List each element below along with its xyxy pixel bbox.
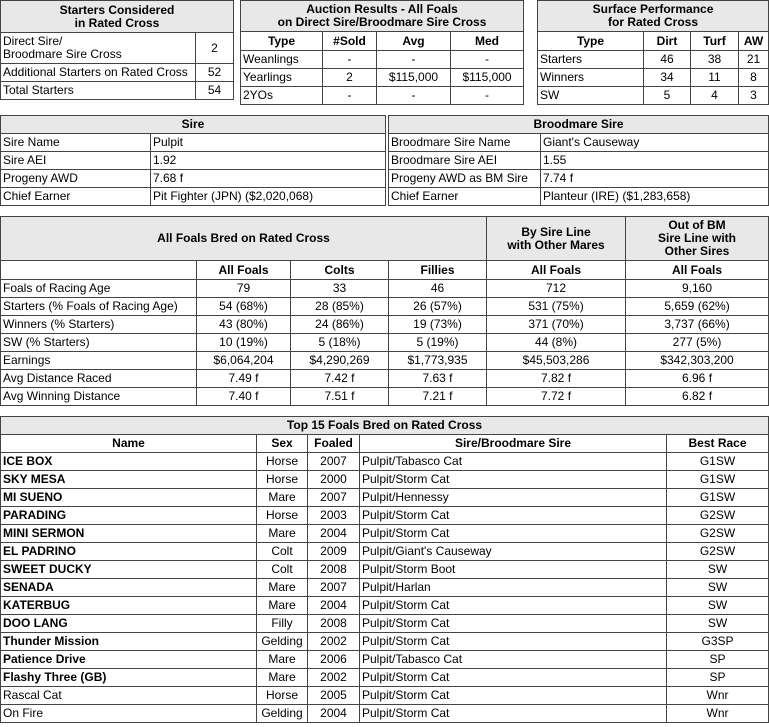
row-value: 5 (18%) [291,334,389,352]
table-row [1,170,386,188]
row-label: Foals of Racing Age [1,280,197,298]
row-value: 54 [196,82,234,100]
row-label: Chief Earner [1,188,151,206]
foal-foaled: 2004 [308,597,360,615]
table-row [1,334,769,352]
column-header: Foaled [308,435,360,453]
foal-row [1,687,769,705]
table-row [1,152,386,170]
table-row [1,188,386,206]
column-header-row [538,32,769,51]
row-value: $6,064,204 [197,352,291,370]
row-value: 7.42 f [291,370,389,388]
foal-best: G1SW [667,471,769,489]
foal-foaled: 2008 [308,561,360,579]
table-row [1,280,769,298]
foal-foaled: 2002 [308,633,360,651]
foal-cross: Pulpit/Storm Cat [360,597,667,615]
table-row [1,316,769,334]
title-line: Surface Performance [592,2,714,16]
row-value: 7.82 f [487,370,626,388]
row-value: 7.68 f [151,170,386,188]
foal-name: MI SUENO [1,489,257,507]
foal-foaled: 2006 [308,651,360,669]
column-header: All Foals [626,261,769,280]
row-label: Weanlings [241,51,323,69]
table-row [538,69,769,87]
all-foals-table [0,216,769,406]
foal-row [1,615,769,633]
row-value: 371 (70%) [487,316,626,334]
foal-row [1,453,769,471]
foal-best: SW [667,597,769,615]
row-value: 4 [691,87,739,105]
row-label: Chief Earner [389,188,541,206]
foal-sex: Gelding [257,633,308,651]
table-row [1,298,769,316]
row-value: $115,000 [451,69,524,87]
row-value: 9,160 [626,280,769,298]
foal-foaled: 2009 [308,543,360,561]
column-header: Dirt [644,32,691,51]
foal-row [1,471,769,489]
column-header-row [1,261,769,280]
table-row [538,87,769,105]
row-label: Sire Name [1,134,151,152]
row-value: 7.51 f [291,388,389,406]
foal-best: Wnr [667,705,769,723]
row-value: 34 [644,69,691,87]
row-value: 5 (19%) [389,334,487,352]
row-label: Sire AEI [1,152,151,170]
foal-sex: Colt [257,561,308,579]
row-value: 6.82 f [626,388,769,406]
auction-title [241,1,524,32]
foal-best: SW [667,561,769,579]
foal-name: MINI SERMON [1,525,257,543]
row-value: 8 [739,69,769,87]
row-value: 44 (8%) [487,334,626,352]
row-value: - [377,51,451,69]
table-row [241,87,524,105]
row-value: - [377,87,451,105]
foal-row [1,597,769,615]
table-row [241,51,524,69]
row-value: 10 (19%) [197,334,291,352]
row-value: 7.49 f [197,370,291,388]
foal-name: SWEET DUCKY [1,561,257,579]
foal-foaled: 2007 [308,453,360,471]
row-value: - [323,51,377,69]
foal-best: G1SW [667,489,769,507]
group-header-rated-cross: All Foals Bred on Rated Cross [1,217,487,261]
row-value: 277 (5%) [626,334,769,352]
foal-row [1,705,769,723]
foal-sex: Mare [257,597,308,615]
foal-best: SW [667,579,769,597]
group-header-bm-sire-line [626,217,769,261]
foal-cross: Pulpit/Storm Cat [360,669,667,687]
row-value: 19 (73%) [389,316,487,334]
foal-foaled: 2002 [308,669,360,687]
foal-row [1,525,769,543]
row-value: 38 [691,51,739,69]
row-value: $1,773,935 [389,352,487,370]
title-line: with Other Mares [507,237,605,252]
foal-sex: Filly [257,615,308,633]
row-value: - [451,87,524,105]
foal-foaled: 2003 [308,507,360,525]
row-value: 3 [739,87,769,105]
row-value: $342,303,200 [626,352,769,370]
foal-sex: Mare [257,525,308,543]
label-line: Direct Sire/ [3,34,63,48]
row-value: 7.21 f [389,388,487,406]
row-value: 33 [291,280,389,298]
row-label: Avg Winning Distance [1,388,197,406]
table-row [538,51,769,69]
foal-name: EL PADRINO [1,543,257,561]
foal-best: G2SW [667,543,769,561]
column-header: Sex [257,435,308,453]
foal-foaled: 2004 [308,525,360,543]
row-value: 26 (57%) [389,298,487,316]
foal-name: ICE BOX [1,453,257,471]
foal-sex: Horse [257,687,308,705]
row-value: Giant's Causeway [541,134,769,152]
foal-cross: Pulpit/Giant's Causeway [360,543,667,561]
foal-row [1,669,769,687]
column-header: Fillies [389,261,487,280]
row-label [1,33,196,64]
row-value: 3,737 (66%) [626,316,769,334]
foal-foaled: 2005 [308,687,360,705]
row-value: Pit Fighter (JPN) ($2,020,068) [151,188,386,206]
foal-sex: Horse [257,507,308,525]
foal-foaled: 2007 [308,489,360,507]
row-value: 2 [196,33,234,64]
top15-title: Top 15 Foals Bred on Rated Cross [1,417,769,435]
foal-foaled: 2000 [308,471,360,489]
row-value: $45,503,286 [487,352,626,370]
foal-sex: Mare [257,669,308,687]
sire-title: Sire [1,116,386,134]
title-line: on Direct Sire/Broodmare Sire Cross [277,15,487,29]
foal-cross: Pulpit/Storm Boot [360,561,667,579]
foal-cross: Pulpit/Storm Cat [360,687,667,705]
row-value: 7.74 f [541,170,769,188]
column-header: All Foals [197,261,291,280]
title-line: Starters Considered [59,2,175,17]
row-value: 46 [389,280,487,298]
foal-best: G2SW [667,525,769,543]
column-header: Best Race [667,435,769,453]
foal-name: On Fire [1,705,257,723]
foal-cross: Pulpit/Storm Cat [360,615,667,633]
foal-name: Rascal Cat [1,687,257,705]
auction-table [240,0,524,105]
title-line: Other Sires [664,244,730,258]
row-label: Total Starters [1,82,196,100]
row-label: 2YOs [241,87,323,105]
foal-cross: Pulpit/Storm Cat [360,633,667,651]
foal-name: SKY MESA [1,471,257,489]
foal-cross: Pulpit/Hennessy [360,489,667,507]
title-line: By Sire Line [521,224,591,239]
table-row [389,152,769,170]
column-header: Avg [377,32,451,51]
row-value: 6.96 f [626,370,769,388]
foal-cross: Pulpit/Storm Cat [360,705,667,723]
row-value: 531 (75%) [487,298,626,316]
foal-sex: Horse [257,453,308,471]
row-value: 5,659 (62%) [626,298,769,316]
table-row [389,170,769,188]
column-header: AW [739,32,769,51]
table-row [1,134,386,152]
foal-cross: Pulpit/Harlan [360,579,667,597]
label-line: Broodmare Sire Cross [3,47,122,61]
row-value: - [323,87,377,105]
row-value: 54 (68%) [197,298,291,316]
row-label: Earnings [1,352,197,370]
table-row [1,388,769,406]
foal-best: G2SW [667,507,769,525]
row-value: 5 [644,87,691,105]
foal-best: Wnr [667,687,769,705]
foal-row [1,633,769,651]
column-header [1,261,197,280]
row-label: SW (% Starters) [1,334,197,352]
foal-sex: Mare [257,489,308,507]
sire-table [0,115,386,206]
row-value: $4,290,269 [291,352,389,370]
column-header: Name [1,435,257,453]
foal-cross: Pulpit/Storm Cat [360,471,667,489]
row-value: Planteur (IRE) ($1,283,658) [541,188,769,206]
foal-best: SP [667,651,769,669]
row-label: Additional Starters on Rated Cross [1,64,196,82]
row-label: Winners (% Starters) [1,316,197,334]
row-value: Pulpit [151,134,386,152]
foal-cross: Pulpit/Tabasco Cat [360,651,667,669]
title-line: Auction Results - All Foals [306,2,458,16]
row-value: 21 [739,51,769,69]
group-header-sire-line [487,217,626,261]
surface-table [537,0,769,105]
top15-table [0,416,769,723]
starters-table [0,0,234,100]
foal-name: KATERBUG [1,597,257,615]
foal-row [1,651,769,669]
foal-cross: Pulpit/Storm Cat [360,507,667,525]
starters-title [1,1,234,33]
title-line: Sire Line with [658,231,737,245]
row-value: 1.55 [541,152,769,170]
row-value: 11 [691,69,739,87]
foal-name: DOO LANG [1,615,257,633]
surface-title [538,1,769,32]
row-label: SW [538,87,644,105]
column-header: Type [241,32,323,51]
row-label: Progeny AWD as BM Sire [389,170,541,188]
row-value: $115,000 [377,69,451,87]
row-value: 46 [644,51,691,69]
table-row [389,188,769,206]
table-row [1,352,769,370]
row-value: 1.92 [151,152,386,170]
table-row [241,69,524,87]
row-value: 7.40 f [197,388,291,406]
foal-sex: Mare [257,651,308,669]
row-label: Winners [538,69,644,87]
row-label: Yearlings [241,69,323,87]
foal-row [1,489,769,507]
foal-sex: Gelding [257,705,308,723]
foal-row [1,507,769,525]
column-header: All Foals [487,261,626,280]
foal-best: G1SW [667,453,769,471]
foal-best: SP [667,669,769,687]
column-header-row [241,32,524,51]
column-header: #Sold [323,32,377,51]
broodmare-sire-title: Broodmare Sire [389,116,769,134]
foal-sex: Mare [257,579,308,597]
row-label: Broodmare Sire AEI [389,152,541,170]
row-value: 52 [196,64,234,82]
foal-sex: Horse [257,471,308,489]
row-value: 2 [323,69,377,87]
foal-foaled: 2008 [308,615,360,633]
column-header: Type [538,32,644,51]
row-value: 7.72 f [487,388,626,406]
column-header: Turf [691,32,739,51]
column-header: Sire/Broodmare Sire [360,435,667,453]
table-row [1,370,769,388]
column-header-row [1,435,769,453]
foal-best: SW [667,615,769,633]
title-line: for Rated Cross [608,15,699,29]
foal-sex: Colt [257,543,308,561]
foal-name: Patience Drive [1,651,257,669]
row-value: - [451,51,524,69]
row-label: Starters (% Foals of Racing Age) [1,298,197,316]
broodmare-sire-table [388,115,769,206]
table-row [389,134,769,152]
title-line: Out of BM [668,218,726,232]
foal-name: Thunder Mission [1,633,257,651]
foal-best: G3SP [667,633,769,651]
row-label: Avg Distance Raced [1,370,197,388]
row-value: 28 (85%) [291,298,389,316]
foal-row [1,543,769,561]
row-label: Starters [538,51,644,69]
foal-name: PARADING [1,507,257,525]
row-label: Broodmare Sire Name [389,134,541,152]
foal-row [1,561,769,579]
foal-cross: Pulpit/Tabasco Cat [360,453,667,471]
row-value: 712 [487,280,626,298]
column-header: Colts [291,261,389,280]
column-header: Med [451,32,524,51]
foal-name: SENADA [1,579,257,597]
row-value: 7.63 f [389,370,487,388]
row-label: Progeny AWD [1,170,151,188]
row-value: 43 (80%) [197,316,291,334]
foal-foaled: 2004 [308,705,360,723]
foal-row [1,579,769,597]
title-line: in Rated Cross [74,15,160,30]
foal-cross: Pulpit/Storm Cat [360,525,667,543]
foal-foaled: 2007 [308,579,360,597]
row-value: 79 [197,280,291,298]
foal-name: Flashy Three (GB) [1,669,257,687]
row-value: 24 (86%) [291,316,389,334]
